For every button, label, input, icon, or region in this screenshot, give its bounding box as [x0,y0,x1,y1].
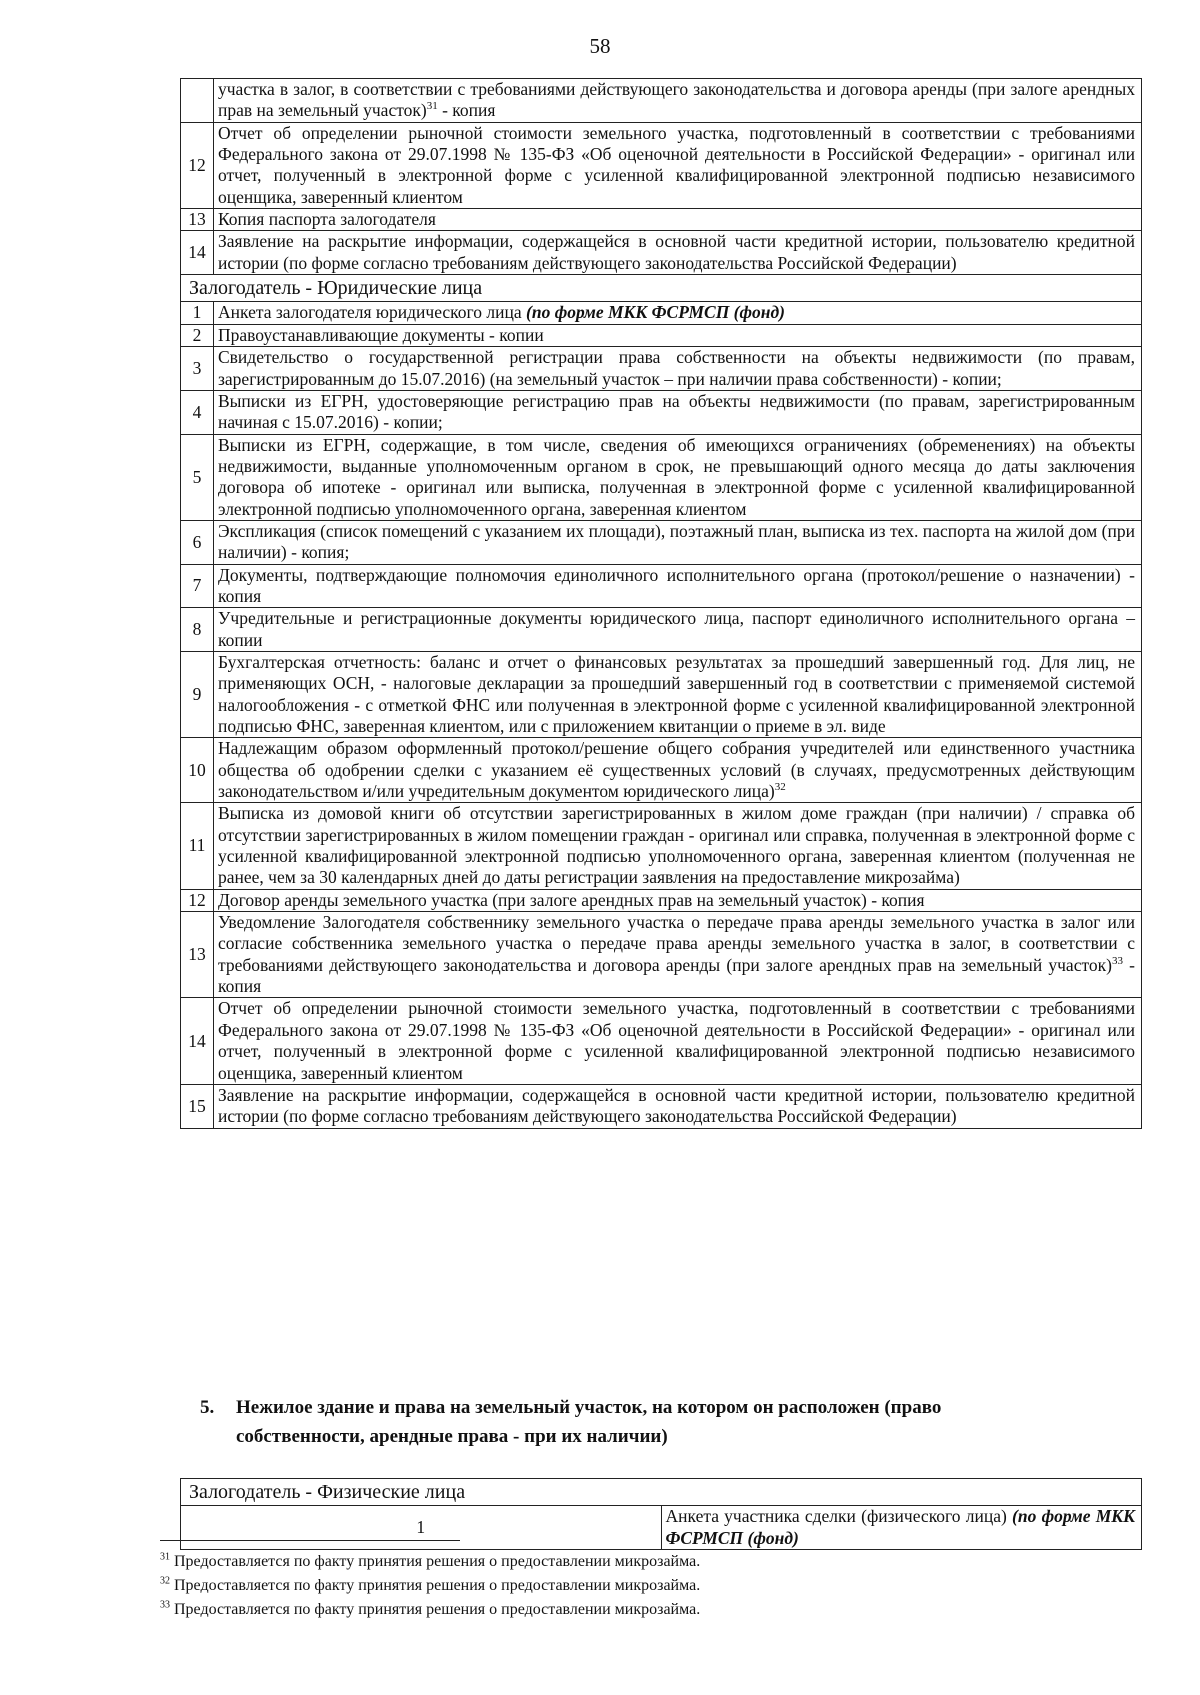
table-row [181,998,1142,1084]
page-number: 58 [589,34,611,58]
table-row [181,1084,1142,1128]
row-text: Отчет об определении рыночной стоимости земельного участка, подготовленный в соответствии с требованиями Федерального закона от 29.07.1998 № 135-ФЗ «Об оценочной деятельности в Российской Федерации» - оригинал или отчет, полученный в электронной форме с усиленной квалифицированной электронной подписью независимого оценщика, заверенный клиентом [214,998,1142,1084]
row-number: 3 [181,347,214,391]
table-row [181,209,1142,231]
row-text: Бухгалтерская отчетность: баланс и отчет о финансовых результатах за прошедший завершенный год. Для лиц, не применяющих ОСН, - налоговые декларации за прошедший завершенный год в соответствии с применяемой системой налогообложения - с отметкой ФНС или полученная в электронной форме с усиленной квалифицированной электронной подписью ФНС, заверенная клиентом, или с приложением квитанции о приеме в эл. виде [214,651,1142,737]
row-text: участка в залог, в соответствии с требованиями действующего законодательства и договора аренды (при залоге арендных прав на земельный участок)$^{31}$ - копия [214,79,1142,123]
row-number: 13 [181,209,214,231]
row-number: 4 [181,390,214,434]
row-text: Уведомление Залогодателя собственнику земельного участка о передаче права аренды земельного участка в залог или согласие собственника земельного участка о передаче права аренды земельного участка в залог, в соответствии с требованиями действующего законодательства и договора аренды (при залоге арендных прав на земельный участок)$^{33}$ - копия [214,912,1142,998]
table-row [181,231,1142,275]
footnote-text: Предоставляется по факту принятия решения о предоставлении микрозайма. [170,1577,701,1594]
row-text: Копия паспорта залогодателя [214,209,1142,231]
row-text: Анкета залогодателя юридического лица (по форме МКК ФСРМСП (фонд) [214,302,1142,324]
footnote-ref: 33 [1111,954,1123,967]
row-text: Правоустанавливающие документы - копии [214,324,1142,346]
row-number: 2 [181,324,214,346]
row-number [181,79,214,123]
footnote-ref: 31 [426,100,438,113]
table-row [181,608,1142,652]
row-text: Документы, подтверждающие полномочия единоличного исполнительного органа (протокол/решение о назначении) - копия [214,564,1142,608]
footnote-text: Предоставляется по факту принятия решения о предоставлении микрозайма. [170,1601,701,1618]
table-row [181,912,1142,998]
table-row [181,1506,1142,1550]
row-number: 5 [181,434,214,520]
section-header-row [181,1479,1142,1506]
table-row [181,738,1142,803]
row-text: Отчет об определении рыночной стоимости земельного участка, подготовленный в соответствии с требованиями Федерального закона от 29.07.1998 № 135-ФЗ «Об оценочной деятельности в Российской Федерации» - оригинал или отчет, полученный в электронной форме с усиленной квалифицированной электронной подписью независимого оценщика, заверенный клиентом [214,122,1142,208]
table-row [181,564,1142,608]
row-text: Договор аренды земельного участка (при залоге арендных прав на земельный участок) - копия [214,889,1142,911]
table-row [181,889,1142,911]
form-reference: (по форме МКК ФСРМСП (фонд) [526,302,786,323]
row-text: Заявление на раскрытие информации, содержащейся в основной части кредитной истории, пользователю кредитной истории (по форме согласно требованиям действующего законодательства Российской Федерации) [214,1084,1142,1128]
row-number: 15 [181,1084,214,1128]
section-heading-number: 5. [200,1397,215,1418]
table-row [181,390,1142,434]
table-row [181,803,1142,889]
row-text: Учредительные и регистрационные документы юридического лица, паспорт единоличного исполнительного органа – копии [214,608,1142,652]
row-number: 14 [181,998,214,1084]
row-text: Выписка из домовой книги об отсутствии зарегистрированных в жилом доме граждан (при наличии) / справка об отсутствии зарегистрированных в жилом помещении граждан - оригинал или справка, полученная в электронной форме с усиленной квалифицированной электронной подписью уполномоченного органа, заверенная клиентом (полученная не ранее, чем за 30 календарных дней до даты регистрации заявления на предоставление микрозайма) [214,803,1142,889]
section-heading-line1: Нежилое здание и права на земельный участок, на котором он расположен (право [236,1397,942,1418]
row-text: Выписки из ЕГРН, содержащие, в том числе, сведения об имеющихся ограничениях (обременениях) на объекты недвижимости, выданные уполномоченным органом в срок, не превышающий одного месяца до даты заключения договора об ипотеке - оригинал или выписка, полученная в электронной форме с усиленной квалифицированной электронной подписью уполномоченного органа, заверенная клиентом [214,434,1142,520]
footnote [160,1550,1120,1574]
table-row [181,122,1142,208]
row-text: Свидетельство о государственной регистрации права собственности на объекты недвижимости (по правам, зарегистрированным до 15.07.2016) (на земельный участок – при наличии права собственности) - копии; [214,347,1142,391]
footnote-ref: 32 [774,781,786,794]
row-number: 12 [181,889,214,911]
row-text: Выписки из ЕГРН, удостоверяющие регистрацию прав на объекты недвижимости (по правам, зарегистрированным начиная с 15.07.2016) - копии; [214,390,1142,434]
row-number: 10 [181,738,214,803]
table-row [181,347,1142,391]
row-number: 1 [181,1506,662,1550]
row-text: Анкета участника сделки (физического лица) (по форме МКК ФСРМСП (фонд) [661,1506,1142,1550]
table-row [181,324,1142,346]
section-header: Залогодатель - Физические лица [181,1479,1142,1506]
row-number: 12 [181,122,214,208]
requirements-table-top [180,78,1142,1129]
row-number: 13 [181,912,214,998]
row-text: Заявление на раскрытие информации, содержащейся в основной части кредитной истории, пользователю кредитной истории (по форме согласно требованиям действующего законодательства Российской Федерации) [214,231,1142,275]
row-number: 7 [181,564,214,608]
form-reference: (по форме МКК ФСРМСП (фонд) [665,1506,1135,1548]
footnote-mark: 31 [160,1551,170,1563]
table-row [181,520,1142,564]
section-header-row [181,275,1142,302]
row-number: 6 [181,520,214,564]
row-number: 11 [181,803,214,889]
footnote-mark: 33 [160,1599,170,1611]
table-row [181,302,1142,324]
row-text: Надлежащим образом оформленный протокол/решение общего собрания учредителей или единственного участника общества об одобрении сделки с указанием её существенных условий (в случаях, предусмотренных действующим законодательством и/или учредительным документом юридического лица)$^{32}$ [214,738,1142,803]
section-heading-line2: собственности, арендные права - при их наличии) [236,1426,668,1448]
footnote [160,1598,1120,1622]
table-row [181,79,1142,123]
table-row [181,434,1142,520]
section-header: Залогодатель - Юридические лица [181,275,1142,302]
row-number: 9 [181,651,214,737]
row-number: 8 [181,608,214,652]
row-number: 14 [181,231,214,275]
section-heading [200,1393,1140,1452]
footnote-divider [160,1540,460,1541]
row-number: 1 [181,302,214,324]
row-text: Экспликация (список помещений с указанием их площади), поэтажный план, выписка из тех. паспорта на жилой дом (при наличии) - копия; [214,520,1142,564]
footnote-mark: 32 [160,1575,170,1587]
table-row [181,651,1142,737]
footnote [160,1574,1120,1598]
footnote-text: Предоставляется по факту принятия решения о предоставлении микрозайма. [170,1553,701,1570]
footnotes [160,1550,1120,1622]
